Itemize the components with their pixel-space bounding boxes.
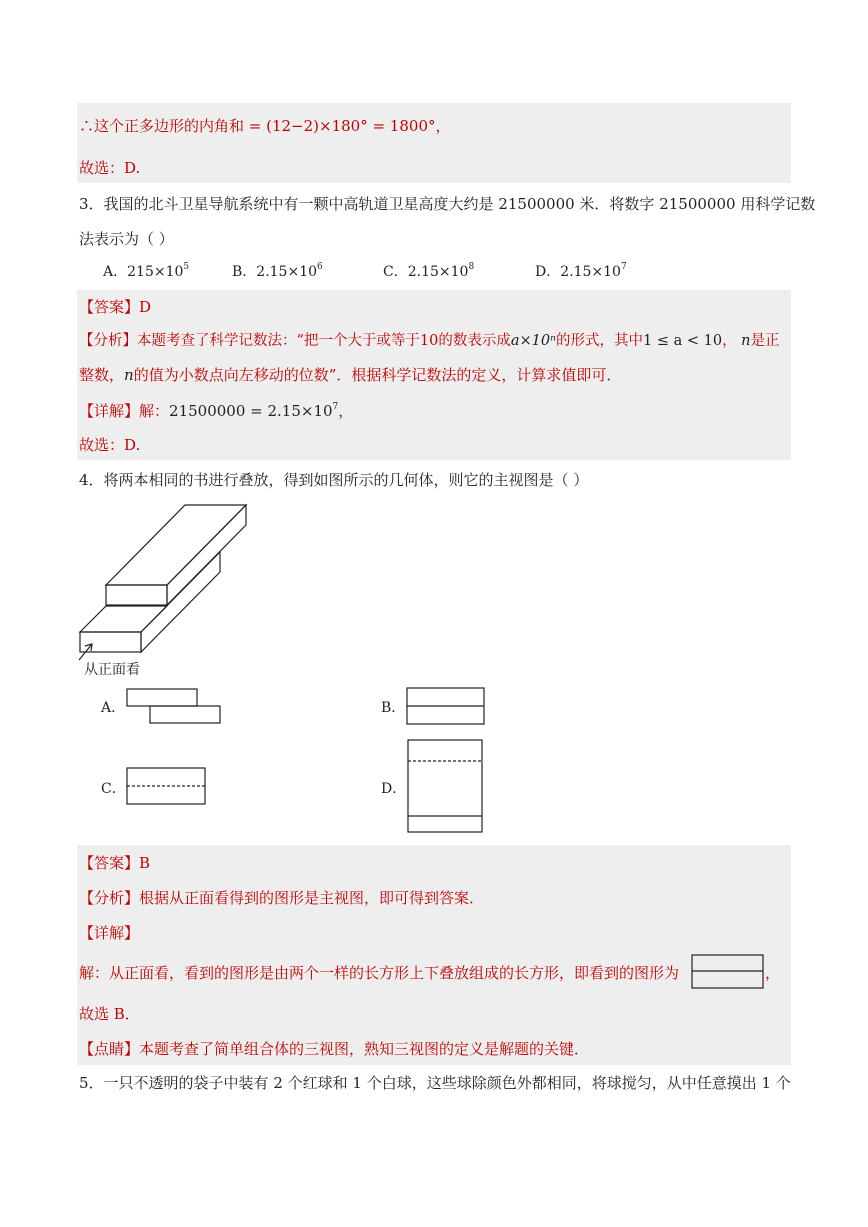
q5-stem: 5．一只不透明的袋子中装有 2 个红球和 1 个白球，这些球除颜色外都相同，将球搅匀，从中任意摸出 1 个 bbox=[79, 1074, 791, 1092]
q4-option-b-shape bbox=[404, 686, 486, 728]
q3-stem-line2: 法表示为（ ） bbox=[79, 230, 174, 248]
q4-detail-end: ， bbox=[765, 964, 781, 982]
q4-stem: 4．将两本相同的书进行叠放，得到如图所示的几何体，则它的主视图是（ ） bbox=[79, 471, 589, 489]
prev-solution-line1: ∴这个正多边形的内角和 = (12−2)×180° = 1800°， bbox=[79, 117, 451, 135]
stacked-books-figure bbox=[75, 500, 255, 670]
q4-detail-inline-shape bbox=[690, 953, 766, 991]
q3-option-d: D．$2.15\times 10^7$ bbox=[535, 262, 627, 280]
q3-option-a: A．$215\times 10^5$ bbox=[103, 262, 190, 280]
q3-analysis-line1: 【分析】本题考查了科学记数法：“把一个大于或等于10的数表示成a×10ⁿ的形式，其中1 ≤ a < 10， n是正 bbox=[79, 333, 780, 349]
q4-choose: 故选 B． bbox=[79, 1005, 140, 1023]
q3-choose: 故选：D. bbox=[79, 436, 141, 454]
q3-stem-line1: 3．我国的北斗卫星导航系统中有一颗中高轨道卫星高度大约是 21500000 米．将数字 21500000 用科学记数 bbox=[79, 195, 816, 213]
q4-option-c-shape bbox=[124, 766, 208, 808]
q4-analysis: 【分析】根据从正面看得到的图形是主视图，即可得到答案． bbox=[79, 889, 485, 907]
q3-analysis-line2: 整数，n的值为小数点向左移动的位数”．根据科学记数法的定义，计算求值即可． bbox=[79, 366, 622, 384]
q3-option-b: B．$2.15\times 10^6$ bbox=[232, 262, 323, 280]
q4-option-a-shape bbox=[124, 687, 224, 727]
q3-option-c: C．$2.15\times 10^8$ bbox=[383, 262, 475, 280]
q3-answer: 【答案】D bbox=[79, 298, 152, 316]
q4-option-b-label: B． bbox=[381, 700, 406, 716]
q4-detail-tag: 【详解】 bbox=[79, 924, 140, 942]
q4-option-d-shape bbox=[405, 738, 485, 836]
q3-detail: 【详解】解：$21500000 = 2.15\times 10^7$， bbox=[79, 402, 354, 420]
q4-solution-box bbox=[77, 845, 791, 1065]
q4-option-a-label: A． bbox=[101, 700, 126, 716]
q4-answer: 【答案】B bbox=[79, 854, 151, 872]
prev-solution-choose: 故选：D. bbox=[79, 159, 141, 177]
q4-option-d-label: D． bbox=[381, 781, 407, 797]
q4-detail: 解：从正面看，看到的图形是由两个一样的长方形上下叠放组成的长方形，即看到的图形为 bbox=[79, 964, 680, 982]
q4-figure-label: 从正面看 bbox=[84, 662, 140, 678]
q4-comment: 【点睛】本题考查了简单组合体的三视图，熟知三视图的定义是解题的关键． bbox=[79, 1040, 590, 1058]
q4-option-c-label: C． bbox=[101, 781, 126, 797]
